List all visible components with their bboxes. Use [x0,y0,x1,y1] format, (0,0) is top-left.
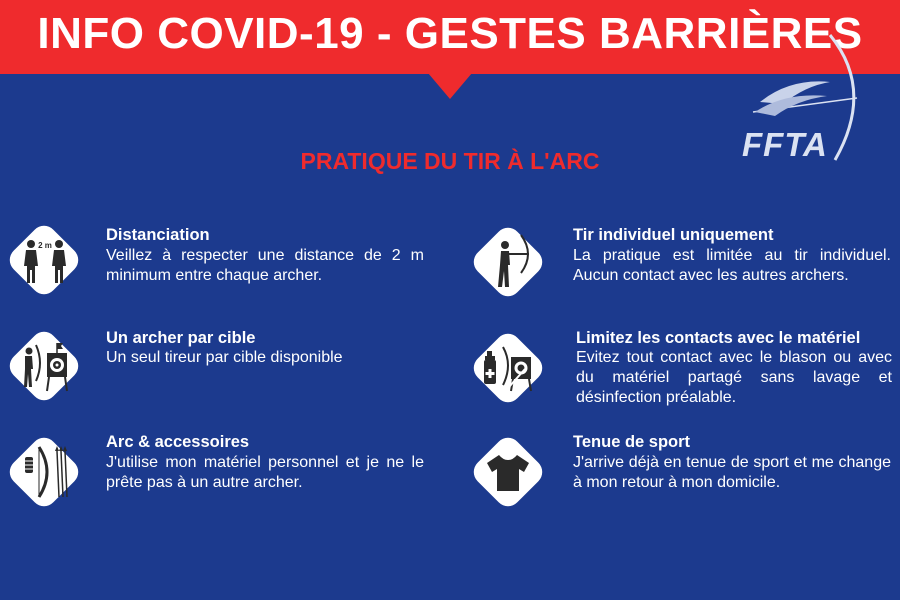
archer-solo-icon [473,227,543,297]
item-text: Evitez tout contact avec le blason ou avec du matériel partagé sans lavage et désinfection préalable. [576,349,892,406]
bow-arrows-icon [9,437,79,507]
item-title: Distanciation [106,226,210,244]
item-title: Arc & accessoires [106,433,250,451]
item-title: Limitez les contacts avec le matériel [576,329,861,347]
item-title: Tir individuel uniquement [573,226,774,244]
item-text: J'utilise mon matériel personnel et je ne le prête pas à un autre archer. [106,454,424,491]
item-text: Veillez à respecter une distance de 2 m minimum entre chaque archer. [106,247,424,284]
banner-notch [428,73,472,99]
sanitizer-target-icon [473,333,543,403]
item-text: J'arrive déjà en tenue de sport et me change à mon retour à mon domicile. [573,454,891,491]
social-distance-icon [9,225,79,295]
page-title: INFO COVID-19 - GESTES BARRIÈRES [37,9,863,58]
item-text: Un seul tireur par cible disponible [106,349,343,366]
item-title: Tenue de sport [573,433,691,451]
tshirt-icon [473,437,543,507]
item-title: Un archer par cible [106,329,256,347]
archer-target-icon [9,331,79,401]
svg-text:2 m: 2 m [38,241,52,250]
section-subtitle: PRATIQUE DU TIR À L'ARC [300,148,600,174]
item-text: La pratique est limitée au tir individuel. Aucun contact avec les autres archers. [573,247,891,284]
logo-text: FFTA [742,126,828,163]
